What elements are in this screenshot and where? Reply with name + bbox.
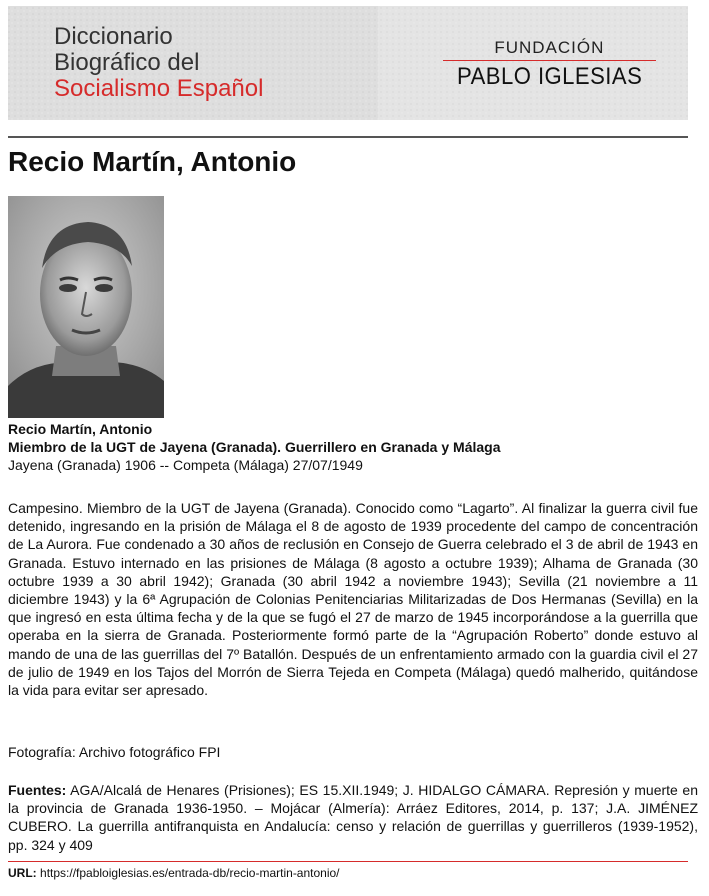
- dictionary-line-3: Socialismo Español: [54, 75, 264, 102]
- dictionary-line-2: Biográfico del: [54, 49, 200, 76]
- entry-title: Recio Martín, Antonio: [8, 146, 297, 177]
- biography: [8, 499, 698, 699]
- foundation-logo: [449, 38, 650, 91]
- biography-text: Campesino. Miembro de la UGT de Jayena (Granada). Conocido como “Lagarto”. Al finalizar la guerra civil fue detenido, ingresando en la prisión de Málaga el 8 de agosto de 1939 procedente del campo de concentración de La Aurora. Fue condenado a 30 años de reclusión en Consejo de Guerra celebrado el 3 de abril de 1943 en Granada. Estuvo internado en las prisiones de Málaga (8 agosto a octubre 1939); Alhama de Granada (30 octubre 1939 a 30 abril 1942); Granada (30 abril 1942 a noviembre 1943); Sevilla (21 noviembre a 11 diciembre 1943) y la 6ª Agrupación de Colonias Penitenciarias Militarizadas de Dos Hermanas (Sevilla) en la que ingresó en esta última fecha y de la que se fugó el 27 de marzo de 1945 incorporándose a la guerrilla que operaba en la sierra de Granada. Posteriormente formó parte de la “Agrupación Roberto” donde estuvo al mando de una de las guerrillas del 7º Batallón. Después de un enfrentamiento armado con la guardia civil el 27 de julio de 1949 en los Tajos del Morrón de Sierra Tejeda en Competa (Málaga) quedó malherido, quitándose la vida para evitar ser apresado.: [8, 500, 698, 699]
- sources: [8, 781, 698, 854]
- dictionary-line-1: Diccionario: [54, 23, 173, 50]
- portrait-photo-icon: [8, 196, 164, 418]
- url-label: URL:: [8, 866, 37, 880]
- foundation-label: FUNDACIÓN: [494, 38, 605, 57]
- url-line: [8, 866, 340, 880]
- header-divider: [8, 136, 688, 138]
- sources-label: Fuentes:: [8, 782, 67, 798]
- entry-role: Miembro de la UGT de Jayena (Granada). Guerrillero en Granada y Málaga: [8, 439, 501, 455]
- entry-dates: Jayena (Granada) 1906 -- Competa (Málaga) 27/07/1949: [8, 457, 363, 473]
- photo-credit: Fotografía: Archivo fotográfico FPI: [8, 744, 221, 760]
- foundation-rule: [443, 60, 656, 61]
- foundation-name: PABLO IGLESIAS: [456, 63, 642, 90]
- header-banner: [8, 6, 688, 120]
- footer-divider: [8, 861, 688, 862]
- entry-name: Recio Martín, Antonio: [8, 421, 153, 437]
- url-link[interactable]: https://fpabloiglesias.es/entrada-db/recio-martin-antonio/: [40, 866, 340, 880]
- entry-summary: [8, 420, 501, 474]
- dictionary-title: [54, 24, 263, 102]
- sources-text: AGA/Alcalá de Henares (Prisiones); ES 15.XII.1949; J. HIDALGO CÁMARA. Represión y muerte en la provincia de Granada 1936-1950. – Mojácar (Almería): Arráez Editores, 2014, p. 137; J.A. JIMÉNEZ CUBERO. La guerrilla antifranquista en Andalucía: censo y relación de guerrillas y guerrilleros (1939-1952), pp. 324 y 409: [8, 782, 698, 853]
